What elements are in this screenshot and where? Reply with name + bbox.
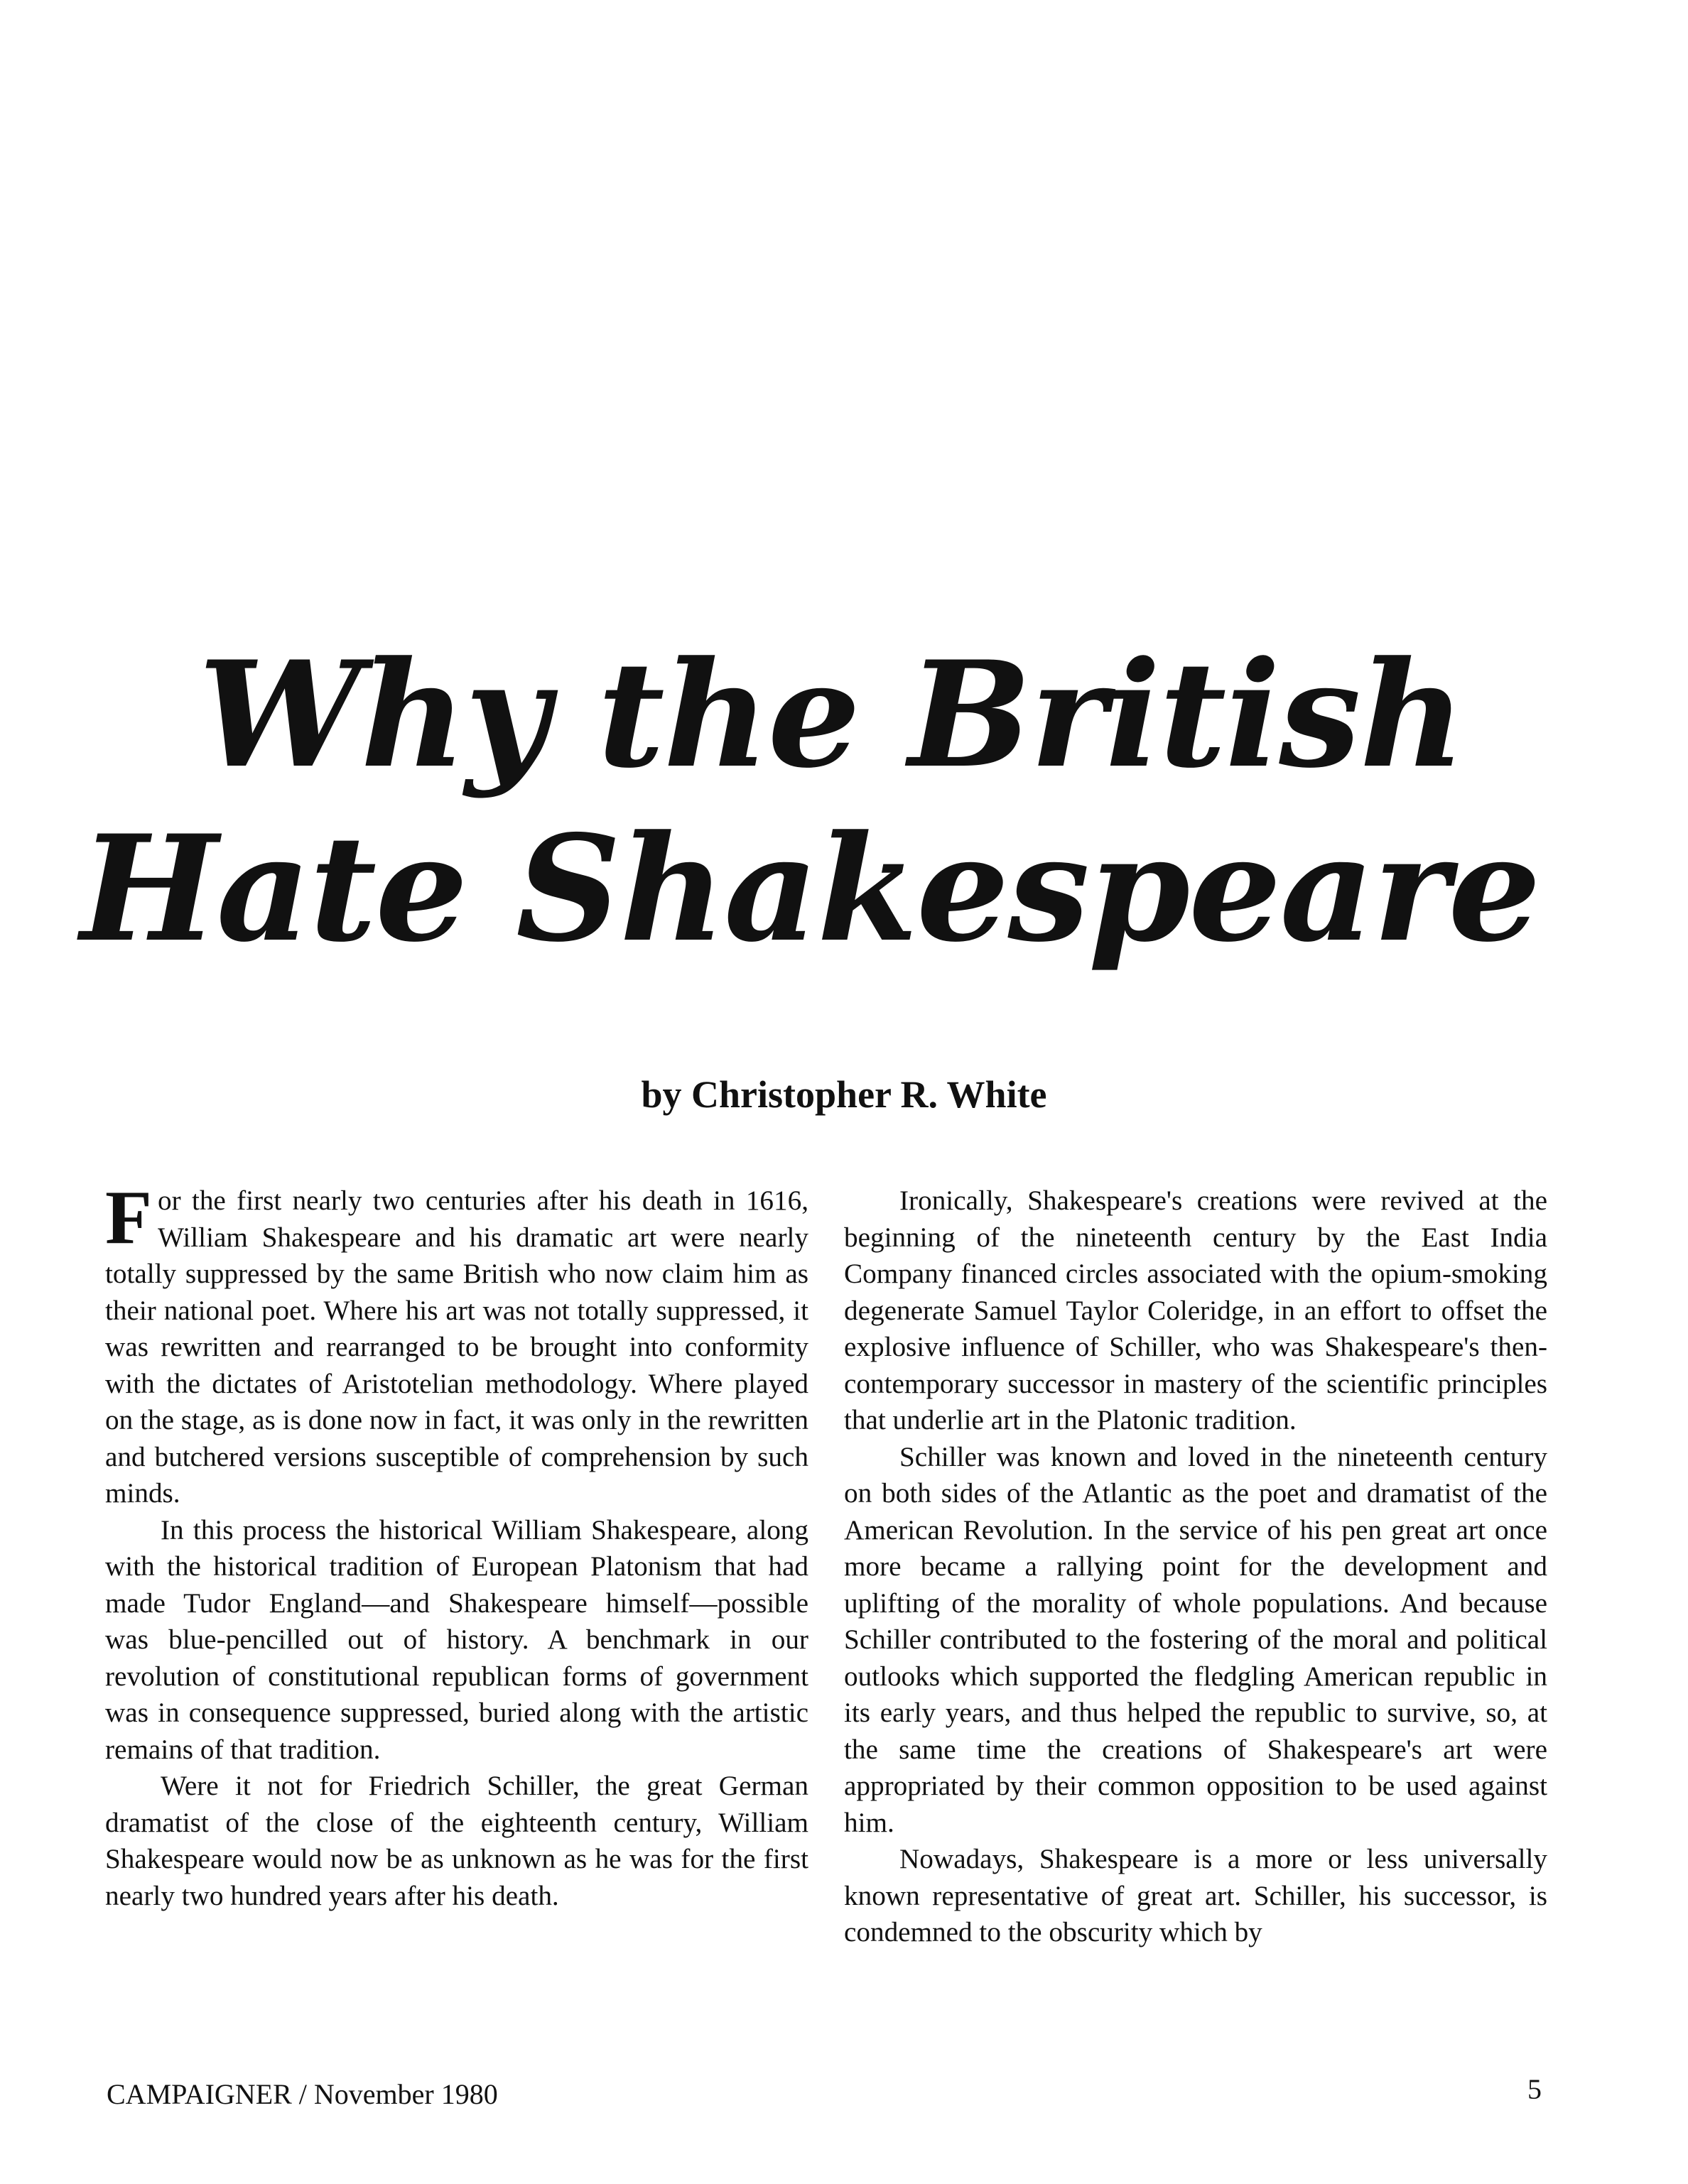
paragraph bbox=[105, 1175, 808, 1512]
right-column bbox=[844, 1183, 1547, 1951]
author-byline: by Christopher R. White bbox=[641, 1073, 1047, 1116]
paragraph-text: or the first nearly two centuries after his death in 1616, William Shakespeare and his dramatic art were nearly totally suppressed by the same British who now claim him as their national poet. Where his art was not totally suppressed, it was rewritten and rearranged to be brought into conformity with the dictates of Aristotelian methodology. Where played on the stage, as is done now in fact, it was only in the rewritten and butchered versions susceptible of comprehension by such minds. bbox=[105, 1185, 808, 1509]
paragraph: Were it not for Friedrich Schiller, the great German dramatist of the close of the eighteenth century, William Shakespeare would now be as unknown as he was for the first nearly two hundred years after his death. bbox=[105, 1771, 808, 1911]
page-number: 5 bbox=[1527, 2073, 1542, 2105]
left-column bbox=[105, 1175, 808, 1914]
article-title-line-2: Hate Shakespeare bbox=[80, 804, 1540, 974]
drop-cap: F bbox=[105, 1175, 152, 1260]
paragraph: Nowadays, Shakespeare is a more or less universally known representative of great art. Schiller, his successor, is condemned to the obscurity which by bbox=[844, 1844, 1547, 1947]
paragraph: Ironically, Shakespeare's creations were revived at the beginning of the nineteenth century by the East India Company financed circles associated with the opium-smoking degenerate Samuel Taylor Coleridge, in an effort to offset the explosive influence of Schiller, who was Shakespeare's then-contemporary successor in mastery of the scientific principles that underlie art in the Platonic tradition. bbox=[844, 1185, 1547, 1435]
article-title-line-1: Why the British bbox=[198, 630, 1464, 800]
paragraph: Schiller was known and loved in the nineteenth century on both sides of the Atlantic as the poet and dramatist of the American Revolution. In the service of his pen great art once more became a rallying point for the development and uplifting of the morality of whole populations. And because Schiller contributed to the fostering of the moral and political outlooks which supported the fledgling American republic in its early years, and thus helped the republic to survive, so, at the same time the creations of Shakespeare's art were appropriated by their common opposition to be used against him. bbox=[844, 1441, 1547, 1838]
publication-footer: CAMPAIGNER / November 1980 bbox=[107, 2078, 498, 2110]
paragraph: In this process the historical William Shakespeare, along with the historical tradition of European Platonism that had made Tudor England—and Shakespeare himself—possible was blue-pencilled out of history. A benchmark in our revolution of constitutional republican forms of government was in consequence suppressed, buried along with the artistic remains of that tradition. bbox=[105, 1514, 808, 1765]
